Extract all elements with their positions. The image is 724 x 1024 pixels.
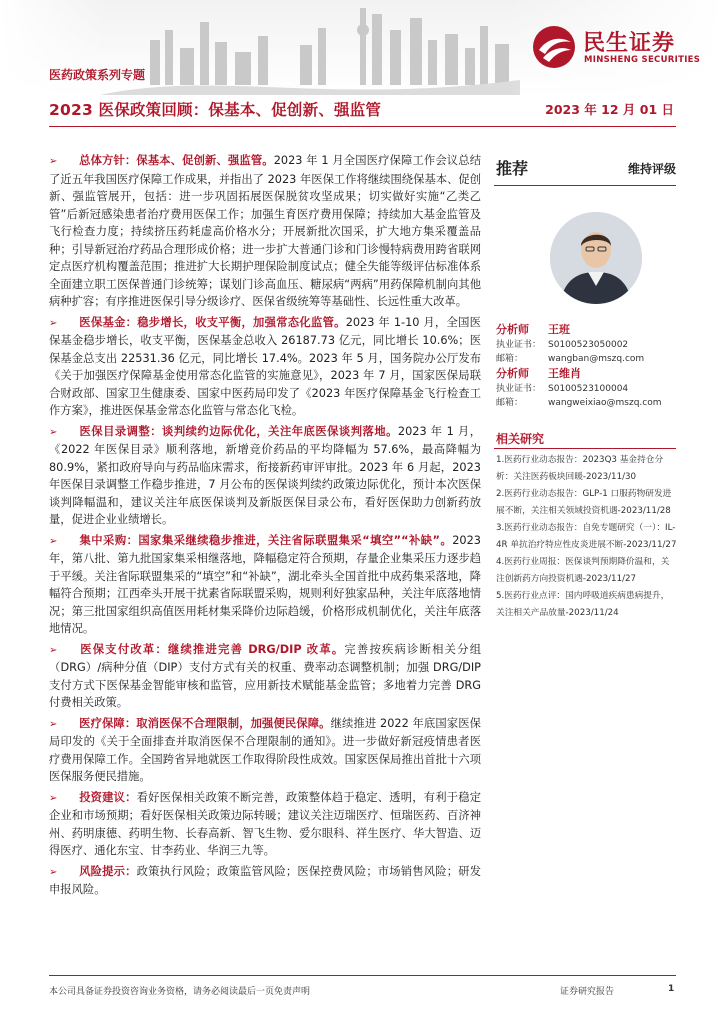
bullet-lead: 医保支付改革：继续推进完善 DRG/DIP 改革。 [79, 642, 345, 656]
logo-text-en: MINSHENG SECURITIES [584, 55, 701, 65]
bullet-arrow-icon: ➢ [49, 866, 58, 878]
bullet-arrow-icon: ➢ [49, 426, 58, 438]
analyst-1-cert [496, 338, 676, 352]
logo-mark-icon [531, 24, 577, 70]
bullet-text: 2023 年，第八批、第九批国家集采相继落地，降幅稳定符合预期，存量企业集采压力逐步趋于平缓。关注省际联盟集采的“填空”和“补缺”，湖北牵头全国首批中成药集采落地，降幅符合预期；江西牵头开展干扰素省际联盟采购，规则利好独家品种，关注年底落地情况；第三批国家组织高值医用耗材集采降价边际趋缓，价格形成机制优化，关注年底落地情况。 [49, 533, 481, 635]
company-logo [531, 24, 711, 70]
cert-label: 执业证书： [496, 384, 542, 394]
cert-number: S0100523050002 [548, 340, 629, 350]
related-item[interactable]: 3.医药行业动态报告：自免专题研究（一）：IL-4R 单抗治疗特应性皮炎进展不断-2023/11/27 [496, 523, 677, 550]
bullet-medical-security [49, 715, 481, 786]
header-divider [49, 126, 676, 127]
bullet-lead: 医疗保障：取消医保不合理限制，加强便民保障。 [79, 716, 331, 730]
report-series: 医药政策系列专题 [49, 68, 146, 82]
related-item[interactable]: 4.医药行业周报：医保谈判预期降价温和，关注创新药方向投资机遇-2023/11/27 [496, 557, 670, 584]
bullet-lead: 总体方针：保基本、促创新、强监管。 [79, 154, 274, 167]
bullet-lead: 医保目录调整：谈判续约边际优化，关注年底医保谈判落地。 [79, 424, 398, 438]
bullet-risk-warning [49, 863, 481, 899]
analyst-role: 分析师 [496, 323, 529, 336]
footer-report-type: 证券研究报告 [560, 987, 615, 997]
analyst-info [496, 322, 676, 410]
bullet-payment-reform [49, 641, 481, 712]
analyst-name: 王班 [548, 323, 570, 336]
cert-number: S0100523100004 [548, 384, 629, 394]
bullet-investment-advice [49, 789, 481, 860]
bullet-text: 2023 年 1 月，《2022 年医保目录》顺利落地，新增竞价药品的平均降幅为 57.6%，最高降幅为 80.9%，紧扣政府导向与药品临床需求，衔接新药审评审批。2023 年 6 月起，2023 年医保目录调整工作稳步推进，7 月公布的医保谈判续约政策边际优化，预计本次医保谈判降幅温和，建议关注年底医保谈判及新版医保目录公布，看好医保助力创新药放量，促进企业业绩增长。 [49, 424, 481, 526]
bullet-arrow-icon: ➢ [49, 535, 58, 547]
footer-disclaimer: 本公司具备证券投资咨询业务资格，请务必阅读最后一页免责声明 [49, 987, 311, 997]
bullet-text: 2023 年 1 月全国医疗保障工作会议总结了近五年我国医疗保障工作成果，并指出了 2023 年医保工作将继续围绕保基本、促创新、强监管展开，包括：进一步巩固拓展医保脱贫攻坚成果；切实做好实施“乙类乙管”后新冠感染患者治疗费用医保工作；加强生育医疗费用保障；持续加大基金监管及飞行检查力度；持续挤压药耗虚高价格水分；开展新批次国采，扩大地方集采覆盖品种；引导新冠治疗药品合理形成价格；进一步扩大普通门诊和门诊慢特病费用跨省联网定点医疗机构覆盖范围；推进扩大长期护理保险制度试点；健全失能等级评估标准体系全面建立职工医保普通门诊统筹；谋划门诊高血压、糖尿病“两病”用药保障机制向其他病种扩容；有序推进医保引导分级诊疗、医保省级统筹等基础性、长远性重大改革。 [49, 154, 481, 308]
report-date: 2023 年 12 月 01 日 [545, 102, 674, 117]
bullet-text: 政策执行风险；政策监管风险；医保控费风险；市场销售风险；研发申报风险。 [49, 864, 481, 896]
summary-column [49, 152, 481, 902]
bullet-arrow-icon: ➢ [49, 792, 58, 804]
analyst-photo [550, 212, 642, 304]
related-research-list [496, 452, 678, 622]
bullet-arrow-icon: ➢ [49, 718, 58, 730]
bullet-catalog-adjustment [49, 423, 481, 529]
cert-label: 执业证书： [496, 340, 542, 350]
bullet-lead: 风险提示： [79, 864, 137, 878]
bullet-arrow-icon: ➢ [49, 156, 58, 167]
related-divider [494, 448, 676, 449]
bullet-insurance-fund [49, 314, 481, 420]
recommendation-label: 推荐 [496, 159, 529, 178]
email-label: 邮箱： [496, 398, 524, 408]
report-header [0, 0, 724, 130]
bullet-text: 2023 年 1-10 月，全国医保基金稳步增长，收支平衡，医保基金总收入 26187.73 亿元，同比增长 10.6%；医保基金总支出 22531.36 亿元，同比增长 17.4%。2023 年 5 月，国务院办公厅发布《关于加强医疗保障基金使用常态化监管的实施意见》，2023 年 7 月，国家医保局联合财政部、国家卫生健康委、国家中医药局印发了《2023 年医疗保障基金飞行检查工作方案》，推进医保基金常态化监管与常态化飞检。 [49, 315, 481, 417]
analyst-2-email [496, 396, 676, 410]
report-title: 2023 医保政策回顾：保基本、促创新、强监管 [49, 101, 382, 119]
page-number: 1 [668, 984, 675, 994]
bullet-text: 继续推进 2022 年底国家医保局印发的《关于全面排查并取消医保不合理限制的通知》。进一步做好新冠疫情患者医疗费用保障工作。全国跨省异地就医工作取得阶段性成效。国家医保局推出首批十六项医保服务便民措施。 [49, 716, 481, 783]
bullet-arrow-icon: ➢ [49, 644, 58, 656]
bullet-overall-policy [49, 152, 481, 311]
analyst-1-row [496, 322, 676, 338]
footer-divider [49, 975, 676, 976]
logo-text-cn: 民生证券 [583, 31, 676, 56]
rating-label: 维持评级 [627, 162, 676, 176]
info-sidebar [494, 152, 677, 618]
bullet-lead: 集中采购：国家集采继续稳步推进，关注省际联盟集采“填空”“补缺”。 [79, 533, 453, 547]
analyst-1-email [496, 352, 676, 366]
bullet-lead: 投资建议： [79, 790, 137, 804]
bullet-arrow-icon: ➢ [49, 317, 58, 329]
rating-box [494, 152, 676, 186]
related-item[interactable]: 1.医药行业动态报告：2023Q3 基金持仓分析：关注医药板块回暖-2023/11/30 [496, 455, 664, 482]
analyst-role: 分析师 [496, 367, 529, 380]
analyst-2-cert [496, 382, 676, 396]
email-address[interactable]: wangban@mszq.com [548, 354, 645, 364]
email-label: 邮箱： [496, 354, 524, 364]
related-item[interactable]: 2.医药行业动态报告：GLP-1 口服药物研发进展不断，关注相关领域投资机遇-2023/11/28 [496, 489, 672, 516]
bullet-centralized-procurement [49, 532, 481, 638]
related-research-title: 相关研究 [496, 432, 545, 446]
analyst-2-row [496, 366, 676, 382]
bullet-text: 完善按疾病诊断相关分组（DRG）/病种分值（DIP）支付方式有关的权重、费率动态调整机制；加强 DRG/DIP 支付方式下医保基金智能审核和监管，应用新技术赋能基金监管；多地着力完善 DRG 付费相关政策。 [49, 642, 481, 709]
bullet-lead: 医保基金：稳步增长，收支平衡，加强常态化监管。 [79, 315, 346, 329]
bullet-text: 看好医保相关政策不断完善，政策整体趋于稳定、透明，有利于稳定企业和市场预期；看好医保相关政策边际转暖；建议关注迈瑞医疗、恒瑞医药、百济神州、药明康德、药明生物、长春高新、智飞生物、爱尔眼科、祥生医疗、华大智造、迈得医疗、通化东宝、甘李药业、华润三九等。 [49, 790, 481, 857]
email-address[interactable]: wangweixiao@mszq.com [548, 398, 662, 408]
analyst-name: 王维肖 [548, 367, 581, 380]
related-item[interactable]: 5.医药行业点评：国内呼吸道疾病患病提升，关注相关产品放量-2023/11/24 [496, 591, 670, 618]
